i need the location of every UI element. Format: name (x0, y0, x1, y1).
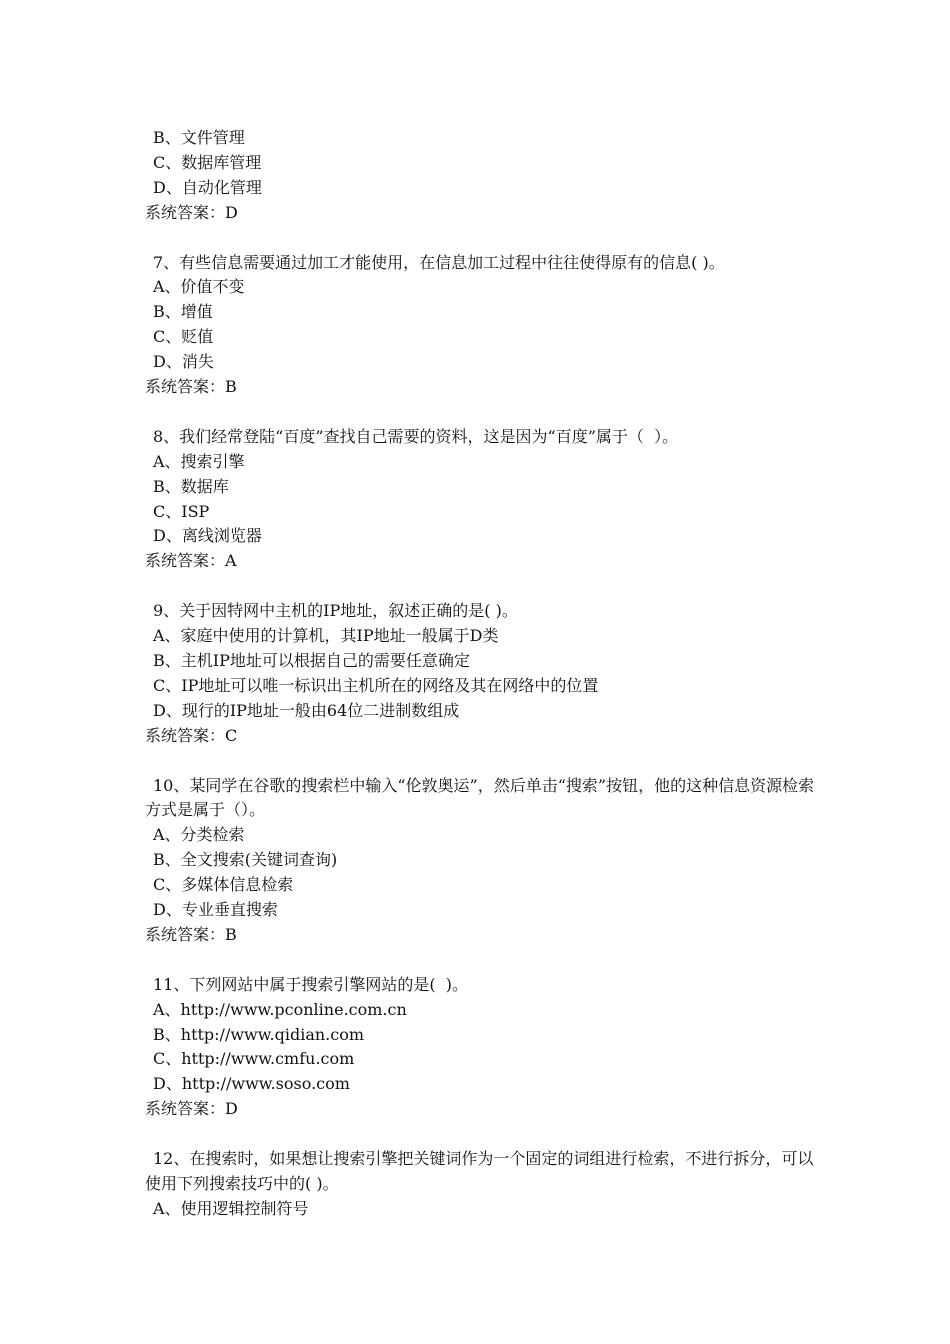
option-d: D、离线浏览器 (153, 526, 262, 546)
option-d: D、专业垂直搜索 (153, 900, 278, 920)
spacer (145, 574, 825, 599)
system-answer: 系统答案：B (145, 377, 237, 397)
spacer (145, 948, 825, 973)
question-text: 11、下列网站中属于搜索引擎网站的是( )。 (153, 974, 469, 994)
option-c: C、IP地址可以唯一标识出主机所在的网络及其在网络中的位置 (153, 675, 599, 695)
system-answer: 系统答案：A (145, 551, 237, 571)
option-a: A、分类检索 (153, 825, 245, 845)
option-b: B、数据库 (153, 476, 229, 496)
spacer (145, 749, 825, 774)
question-text: 9、关于因特网中主机的IP地址，叙述正确的是( )。 (153, 601, 518, 621)
document-content (145, 126, 825, 1222)
option-d: D、消失 (153, 352, 214, 372)
option-a: A、http://www.pconline.com.cn (153, 999, 407, 1019)
question-11 (145, 973, 825, 1122)
option-b: B、文件管理 (153, 128, 245, 147)
question-12 (145, 1147, 825, 1222)
system-answer: 系统答案：C (145, 725, 238, 745)
intro-block (145, 126, 825, 226)
system-answer: 系统答案：D (145, 202, 238, 222)
option-a: A、搜索引擎 (153, 451, 245, 471)
option-d: D、现行的IP地址一般由64位二进制数组成 (153, 700, 460, 720)
question-10 (145, 774, 825, 948)
system-answer: 系统答案：D (145, 1099, 238, 1119)
option-a: A、价值不变 (153, 277, 245, 297)
spacer (145, 1122, 825, 1147)
system-answer: 系统答案：B (145, 924, 237, 944)
option-c: C、数据库管理 (153, 152, 262, 172)
option-c: C、ISP (153, 501, 210, 521)
option-b: B、增值 (153, 302, 213, 322)
option-a: A、家庭中使用的计算机，其IP地址一般属于D类 (153, 626, 499, 646)
spacer (145, 226, 825, 251)
question-text: 7、有些信息需要通过加工才能使用，在信息加工过程中往往使得原有的信息( )。 (153, 252, 725, 272)
question-text: 12、在搜索时，如果想让搜索引擎把关键词作为一个固定的词组进行检索，不进行拆分，可以使用下列搜索技巧中的( )。 (145, 1149, 814, 1193)
option-b: B、http://www.qidian.com (153, 1024, 365, 1044)
option-a: A、使用逻辑控制符号 (153, 1198, 309, 1218)
option-c: C、贬值 (153, 327, 214, 347)
question-text: 10、某同学在谷歌的搜索栏中输入“伦敦奥运”，然后单击“搜索”按钮，他的这种信息资源检索方式是属于（）。 (145, 775, 815, 820)
question-text: 8、我们经常登陆“百度”查找自己需要的资料，这是因为“百度”属于（ ）。 (153, 426, 679, 446)
option-c: C、http://www.cmfu.com (153, 1049, 355, 1069)
option-b: B、主机IP地址可以根据自己的需要任意确定 (153, 650, 470, 670)
question-7 (145, 251, 825, 400)
option-c: C、多媒体信息检索 (153, 875, 294, 895)
question-9 (145, 599, 825, 748)
option-d: D、http://www.soso.com (153, 1074, 350, 1094)
option-d: D、自动化管理 (153, 177, 262, 197)
option-b: B、全文搜索(关键词查询) (153, 850, 338, 870)
spacer (145, 400, 825, 425)
question-8 (145, 425, 825, 574)
